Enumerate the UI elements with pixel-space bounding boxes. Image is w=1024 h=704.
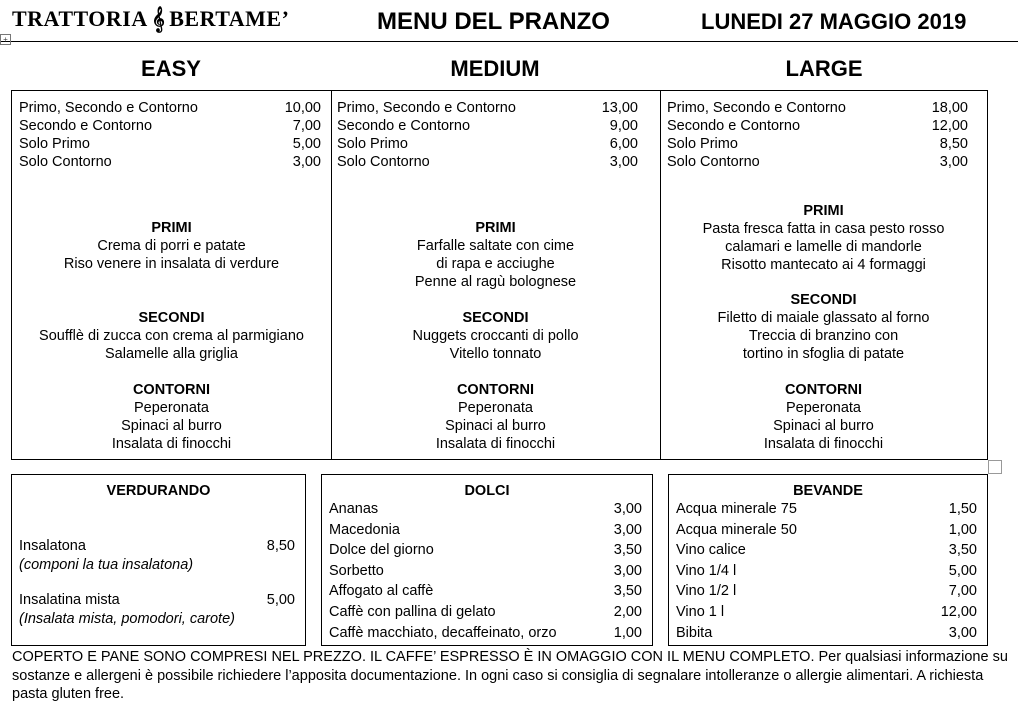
primi-section bbox=[660, 202, 987, 274]
footer-note: COPERTO E PANE SONO COMPRESI NEL PREZZO. IL CAFFE’ ESPRESSO È IN OMAGGIO CON IL MENU COMPLETO. Per qualsiasi informazione su sostanze e allergeni è possibile richiedere l’apposita documentazione. In ogni caso si consiglia di segnalare intolleranze o allergie alimentari. A richiesta pasta gluten free. bbox=[12, 649, 1008, 702]
menu-column-large bbox=[660, 90, 988, 460]
item-label: Ananas bbox=[329, 501, 379, 517]
price-row bbox=[19, 135, 321, 153]
dolci-box bbox=[321, 474, 653, 646]
price-value: 18,00 bbox=[931, 100, 968, 116]
item-price: 1,00 bbox=[613, 624, 642, 641]
item-price: 3,50 bbox=[613, 583, 642, 600]
item-label: Vino 1/2 l bbox=[676, 583, 737, 600]
list-item bbox=[676, 623, 977, 644]
price-row bbox=[19, 117, 321, 135]
header-divider bbox=[0, 41, 1018, 42]
dish-item: Peperonata bbox=[786, 400, 861, 416]
list-item bbox=[329, 581, 642, 602]
price-row bbox=[667, 135, 968, 153]
price-label: Primo, Secondo e Contorno bbox=[337, 100, 516, 116]
menu-date: LUNEDI 27 MAGGIO 2019 bbox=[701, 9, 967, 34]
list-item bbox=[19, 537, 295, 556]
item-price: 3,00 bbox=[613, 521, 642, 538]
dish-item: Pasta fresca fatta in casa pesto rosso bbox=[702, 221, 945, 237]
item-price: 12,00 bbox=[940, 603, 977, 620]
item-price: 5,00 bbox=[266, 592, 295, 608]
dish-item: Spinaci al burro bbox=[445, 418, 546, 434]
dish-item: Penne al ragù bolognese bbox=[414, 274, 577, 290]
price-row bbox=[667, 117, 968, 135]
dish-item: Insalata di finocchi bbox=[435, 436, 556, 452]
dish-item: calamari e lamelle di mandorle bbox=[725, 239, 922, 255]
price-list bbox=[19, 99, 321, 171]
contorni-heading: CONTORNI bbox=[784, 382, 863, 398]
item-price: 8,50 bbox=[266, 538, 295, 554]
item-label: Insalatona bbox=[19, 538, 86, 554]
secondi-section bbox=[660, 291, 987, 363]
price-label: Secondo e Contorno bbox=[337, 118, 471, 134]
bevande-list bbox=[676, 499, 977, 643]
price-row bbox=[337, 99, 638, 117]
logo-mark-icon: 𝄞 bbox=[151, 6, 166, 31]
price-value: 5,00 bbox=[292, 136, 321, 152]
dish-item: Nuggets croccanti di pollo bbox=[412, 328, 579, 344]
price-label: Solo Contorno bbox=[667, 154, 760, 170]
resize-handle-icon[interactable] bbox=[988, 460, 1002, 474]
item-label: Acqua minerale 50 bbox=[676, 521, 797, 538]
price-value: 3,00 bbox=[609, 154, 638, 170]
primi-heading: PRIMI bbox=[151, 220, 192, 236]
price-row bbox=[19, 153, 321, 171]
item-label: Caffè con pallina di gelato bbox=[329, 603, 496, 620]
price-value: 7,00 bbox=[292, 118, 321, 134]
restaurant-logo bbox=[12, 6, 289, 32]
price-row bbox=[337, 135, 638, 153]
price-value: 12,00 bbox=[931, 118, 968, 134]
dish-item: Treccia di branzino con bbox=[748, 328, 899, 344]
list-item bbox=[329, 561, 642, 582]
dish-item: Vitello tonnato bbox=[449, 346, 542, 362]
logo-name-left: TRATTORIA bbox=[12, 6, 148, 31]
contorni-section bbox=[331, 381, 660, 453]
dish-item: Soufflè di zucca con crema al parmigiano bbox=[39, 328, 304, 344]
dish-item: tortino in sfoglia di patate bbox=[742, 346, 905, 362]
item-label: Dolce del giorno bbox=[329, 542, 434, 559]
item-label: Bibita bbox=[676, 624, 713, 641]
list-item bbox=[676, 602, 977, 623]
list-item bbox=[676, 581, 977, 602]
item-price: 7,00 bbox=[948, 583, 977, 600]
item-label: Vino 1 l bbox=[676, 603, 725, 620]
price-value: 3,00 bbox=[292, 154, 321, 170]
bevande-heading: BEVANDE bbox=[793, 483, 863, 499]
price-row bbox=[19, 99, 321, 117]
size-heading-easy: EASY bbox=[141, 56, 201, 81]
item-label: Acqua minerale 75 bbox=[676, 501, 797, 517]
list-item bbox=[676, 499, 977, 520]
price-label: Solo Primo bbox=[667, 136, 738, 152]
item-price: 3,00 bbox=[613, 501, 642, 517]
price-value: 10,00 bbox=[284, 100, 321, 116]
price-label: Primo, Secondo e Contorno bbox=[19, 100, 198, 116]
dish-item: Peperonata bbox=[134, 400, 209, 416]
secondi-heading: SECONDI bbox=[138, 310, 205, 326]
price-label: Solo Primo bbox=[19, 136, 90, 152]
verdurando-list bbox=[19, 537, 295, 628]
price-label: Solo Contorno bbox=[337, 154, 430, 170]
price-row bbox=[667, 99, 968, 117]
dish-item: di rapa e acciughe bbox=[436, 256, 555, 272]
item-price: 5,00 bbox=[948, 562, 977, 579]
price-row bbox=[667, 153, 968, 171]
price-list bbox=[667, 99, 968, 171]
item-label: Sorbetto bbox=[329, 562, 384, 579]
price-label: Secondo e Contorno bbox=[667, 118, 801, 134]
item-label: Insalatina mista bbox=[19, 592, 120, 608]
dolci-heading: DOLCI bbox=[464, 483, 510, 499]
item-price: 3,00 bbox=[948, 624, 977, 641]
item-label: Vino 1/4 l bbox=[676, 562, 737, 579]
item-price: 1,50 bbox=[948, 501, 977, 517]
primi-section bbox=[12, 219, 331, 273]
dish-item: Insalata di finocchi bbox=[111, 436, 232, 452]
primi-heading: PRIMI bbox=[475, 220, 516, 236]
dish-item: Salamelle alla griglia bbox=[105, 346, 238, 362]
item-price: 3,50 bbox=[613, 542, 642, 559]
price-label: Solo Primo bbox=[337, 136, 408, 152]
contorni-section bbox=[12, 381, 331, 453]
list-item bbox=[329, 520, 642, 541]
price-row bbox=[337, 153, 638, 171]
list-item bbox=[329, 623, 642, 644]
price-value: 8,50 bbox=[939, 136, 968, 152]
primi-section bbox=[331, 219, 660, 291]
item-price: 2,00 bbox=[613, 603, 642, 620]
price-label: Primo, Secondo e Contorno bbox=[667, 100, 846, 116]
dish-item: Risotto mantecato ai 4 formaggi bbox=[721, 257, 926, 273]
list-item bbox=[329, 540, 642, 561]
bevande-box bbox=[668, 474, 988, 646]
price-value: 6,00 bbox=[609, 136, 638, 152]
size-heading-large: LARGE bbox=[785, 56, 863, 81]
dish-item: Riso venere in insalata di verdure bbox=[63, 256, 280, 272]
move-handle-icon[interactable]: + bbox=[0, 34, 11, 45]
item-note: (componi la tua insalatona) bbox=[19, 556, 194, 573]
dish-item: Crema di porri e patate bbox=[97, 238, 246, 254]
item-label: Affogato al caffè bbox=[329, 583, 434, 600]
primi-heading: PRIMI bbox=[803, 203, 844, 219]
dolci-list bbox=[329, 499, 642, 643]
price-value: 3,00 bbox=[939, 154, 968, 170]
price-label: Secondo e Contorno bbox=[19, 118, 153, 134]
price-value: 13,00 bbox=[601, 100, 638, 116]
secondi-section bbox=[12, 309, 331, 363]
item-label: Macedonia bbox=[329, 521, 400, 538]
secondi-heading: SECONDI bbox=[462, 310, 529, 326]
price-list bbox=[337, 99, 638, 171]
logo-name-right: BERTAME’ bbox=[169, 6, 290, 31]
dish-item: Farfalle saltate con cime bbox=[416, 238, 575, 254]
verdurando-box bbox=[11, 474, 306, 646]
contorni-section bbox=[660, 381, 987, 453]
item-price: 1,00 bbox=[948, 521, 977, 538]
dish-item: Filetto di maiale glassato al forno bbox=[717, 310, 930, 326]
price-value: 9,00 bbox=[609, 118, 638, 134]
item-label: Caffè macchiato, decaffeinato, orzo bbox=[329, 624, 557, 641]
dish-item: Spinaci al burro bbox=[773, 418, 874, 434]
verdurando-heading: VERDURANDO bbox=[106, 483, 211, 499]
list-item bbox=[676, 540, 977, 561]
item-price: 3,00 bbox=[613, 562, 642, 579]
list-item bbox=[676, 561, 977, 582]
dish-item: Insalata di finocchi bbox=[763, 436, 884, 452]
contorni-heading: CONTORNI bbox=[456, 382, 535, 398]
item-price: 3,50 bbox=[948, 542, 977, 559]
price-label: Solo Contorno bbox=[19, 154, 112, 170]
dish-item: Peperonata bbox=[458, 400, 533, 416]
list-item bbox=[19, 591, 295, 610]
secondi-heading: SECONDI bbox=[790, 292, 857, 308]
price-row bbox=[337, 117, 638, 135]
list-item bbox=[329, 499, 642, 520]
item-label: Vino calice bbox=[676, 542, 746, 559]
page-title: MENU DEL PRANZO bbox=[377, 8, 610, 35]
dish-item: Spinaci al burro bbox=[121, 418, 222, 434]
secondi-section bbox=[331, 309, 660, 363]
item-note: (Insalata mista, pomodori, carote) bbox=[19, 610, 235, 627]
menu-column-easy bbox=[11, 90, 332, 460]
size-heading-medium: MEDIUM bbox=[450, 56, 540, 81]
list-item bbox=[676, 520, 977, 541]
menu-column-medium bbox=[331, 90, 661, 460]
contorni-heading: CONTORNI bbox=[132, 382, 211, 398]
list-item bbox=[329, 602, 642, 623]
